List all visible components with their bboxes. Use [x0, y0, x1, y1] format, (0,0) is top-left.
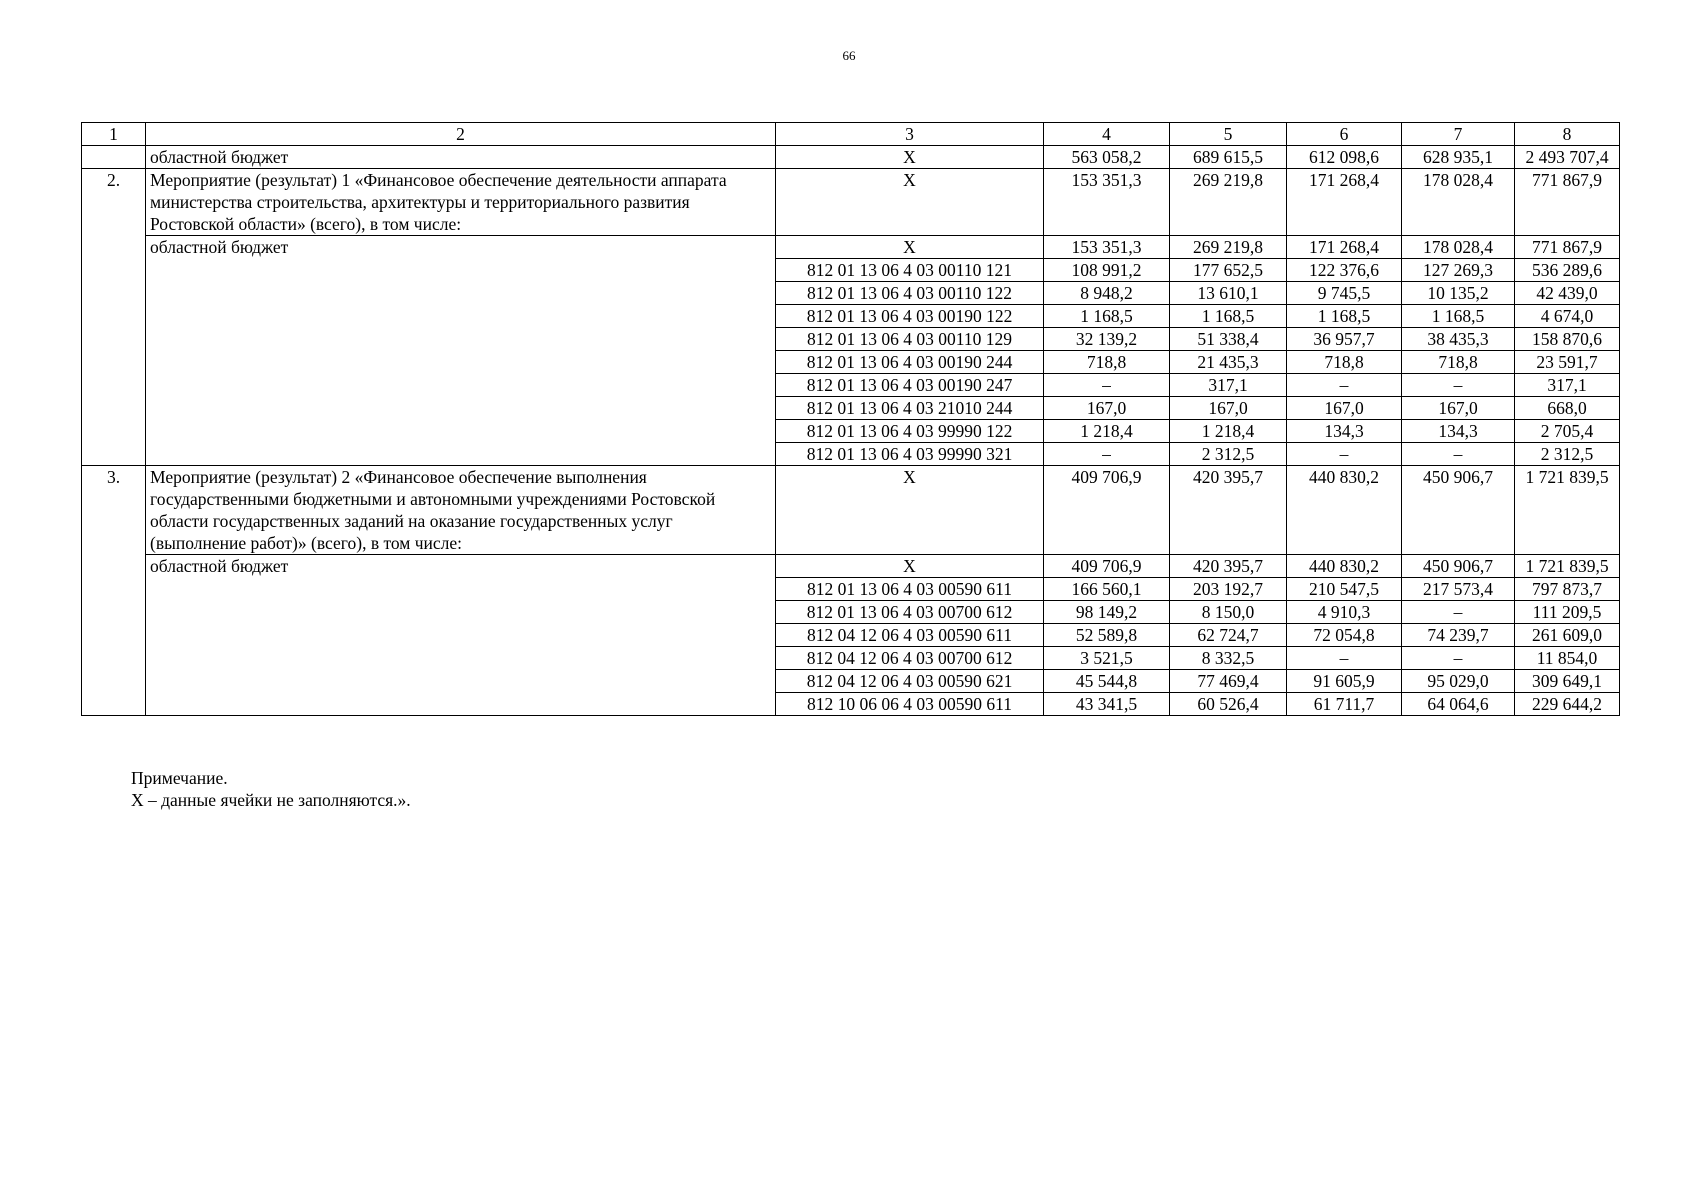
value-cell: 167,0 [1402, 397, 1515, 420]
value-cell: 74 239,7 [1402, 624, 1515, 647]
row-description: Мероприятие (результат) 1 «Финансовое обеспечение деятельности аппарата министерства строительства, архитектуры и территориального развития Ростовской области» (всего), в том числе: [146, 169, 776, 236]
value-cell: 111 209,5 [1515, 601, 1620, 624]
value-cell: 127 269,3 [1402, 259, 1515, 282]
value-cell: 4 674,0 [1515, 305, 1620, 328]
value-cell: 2 705,4 [1515, 420, 1620, 443]
value-cell: 771 867,9 [1515, 169, 1620, 236]
budget-code: Х [776, 555, 1044, 578]
value-cell: 261 609,0 [1515, 624, 1620, 647]
budget-code: 812 01 13 06 4 03 00110 129 [776, 328, 1044, 351]
row-description: областной бюджет [146, 146, 776, 169]
row-description: областной бюджет [146, 555, 776, 716]
value-cell: 1 168,5 [1287, 305, 1402, 328]
note-block [131, 767, 411, 811]
value-cell: 2 312,5 [1515, 443, 1620, 466]
value-cell: 43 341,5 [1044, 693, 1170, 716]
value-cell: 8 332,5 [1170, 647, 1287, 670]
value-cell: 177 652,5 [1170, 259, 1287, 282]
table-row [82, 169, 1620, 236]
value-cell: 108 991,2 [1044, 259, 1170, 282]
header-cell: 4 [1044, 123, 1170, 146]
value-cell: 122 376,6 [1287, 259, 1402, 282]
value-cell: 450 906,7 [1402, 466, 1515, 555]
value-cell: 668,0 [1515, 397, 1620, 420]
value-cell: 95 029,0 [1402, 670, 1515, 693]
value-cell: 171 268,4 [1287, 169, 1402, 236]
value-cell: 563 058,2 [1044, 146, 1170, 169]
value-cell: 210 547,5 [1287, 578, 1402, 601]
value-cell: 420 395,7 [1170, 466, 1287, 555]
budget-code: 812 01 13 06 4 03 99990 122 [776, 420, 1044, 443]
value-cell: 62 724,7 [1170, 624, 1287, 647]
value-cell: 153 351,3 [1044, 169, 1170, 236]
value-cell: 269 219,8 [1170, 169, 1287, 236]
budget-code: 812 01 13 06 4 03 21010 244 [776, 397, 1044, 420]
value-cell: 450 906,7 [1402, 555, 1515, 578]
value-cell: 134,3 [1287, 420, 1402, 443]
value-cell: 11 854,0 [1515, 647, 1620, 670]
value-cell: 77 469,4 [1170, 670, 1287, 693]
value-cell: 309 649,1 [1515, 670, 1620, 693]
note-title: Примечание. [131, 768, 228, 788]
value-cell: 167,0 [1170, 397, 1287, 420]
value-cell: 1 168,5 [1170, 305, 1287, 328]
table-row [82, 236, 1620, 259]
value-cell: 60 526,4 [1170, 693, 1287, 716]
value-cell: 409 706,9 [1044, 555, 1170, 578]
table-header-row [82, 123, 1620, 146]
value-cell: 64 064,6 [1402, 693, 1515, 716]
budget-table [81, 122, 1620, 716]
value-cell: 440 830,2 [1287, 555, 1402, 578]
value-cell: 61 711,7 [1287, 693, 1402, 716]
budget-code: 812 04 12 06 4 03 00700 612 [776, 647, 1044, 670]
table-row [82, 466, 1620, 555]
value-cell: 628 935,1 [1402, 146, 1515, 169]
row-description: Мероприятие (результат) 2 «Финансовое обеспечение выполнения государственными бюджетными и автономными учреждениями Ростовской области государственных заданий на оказание государственных услуг (выполнение работ)» (всего), в том числе: [146, 466, 776, 555]
header-cell: 6 [1287, 123, 1402, 146]
value-cell: 269 219,8 [1170, 236, 1287, 259]
value-cell: 36 957,7 [1287, 328, 1402, 351]
value-cell: – [1402, 647, 1515, 670]
value-cell: – [1402, 374, 1515, 397]
value-cell: 2 312,5 [1170, 443, 1287, 466]
value-cell: 166 560,1 [1044, 578, 1170, 601]
value-cell: 9 745,5 [1287, 282, 1402, 305]
value-cell: – [1402, 601, 1515, 624]
value-cell: 797 873,7 [1515, 578, 1620, 601]
value-cell: 1 218,4 [1044, 420, 1170, 443]
value-cell: 158 870,6 [1515, 328, 1620, 351]
header-cell: 5 [1170, 123, 1287, 146]
value-cell: 718,8 [1402, 351, 1515, 374]
value-cell: 2 493 707,4 [1515, 146, 1620, 169]
table-row [82, 146, 1620, 169]
value-cell: 409 706,9 [1044, 466, 1170, 555]
row-description: областной бюджет [146, 236, 776, 466]
value-cell: 167,0 [1044, 397, 1170, 420]
row-number: 3. [82, 466, 146, 716]
budget-code: Х [776, 169, 1044, 236]
value-cell: 718,8 [1287, 351, 1402, 374]
value-cell: 51 338,4 [1170, 328, 1287, 351]
header-cell: 2 [146, 123, 776, 146]
value-cell: 13 610,1 [1170, 282, 1287, 305]
value-cell: – [1402, 443, 1515, 466]
budget-code: Х [776, 146, 1044, 169]
value-cell: 420 395,7 [1170, 555, 1287, 578]
value-cell: 317,1 [1170, 374, 1287, 397]
value-cell: 42 439,0 [1515, 282, 1620, 305]
budget-code: 812 10 06 06 4 03 00590 611 [776, 693, 1044, 716]
value-cell: 72 054,8 [1287, 624, 1402, 647]
value-cell: 153 351,3 [1044, 236, 1170, 259]
value-cell: – [1287, 374, 1402, 397]
page-number: 66 [842, 48, 856, 63]
table-row [82, 555, 1620, 578]
value-cell: 229 644,2 [1515, 693, 1620, 716]
budget-code: 812 04 12 06 4 03 00590 611 [776, 624, 1044, 647]
value-cell: 10 135,2 [1402, 282, 1515, 305]
budget-code: 812 01 13 06 4 03 00110 121 [776, 259, 1044, 282]
value-cell: 23 591,7 [1515, 351, 1620, 374]
value-cell: 8 150,0 [1170, 601, 1287, 624]
budget-code: 812 01 13 06 4 03 00110 122 [776, 282, 1044, 305]
value-cell: 45 544,8 [1044, 670, 1170, 693]
header-cell: 7 [1402, 123, 1515, 146]
value-cell: 1 721 839,5 [1515, 555, 1620, 578]
value-cell: – [1287, 443, 1402, 466]
budget-code: 812 01 13 06 4 03 00590 611 [776, 578, 1044, 601]
value-cell: 91 605,9 [1287, 670, 1402, 693]
value-cell: 217 573,4 [1402, 578, 1515, 601]
budget-code: 812 04 12 06 4 03 00590 621 [776, 670, 1044, 693]
value-cell: 1 721 839,5 [1515, 466, 1620, 555]
value-cell: 1 218,4 [1170, 420, 1287, 443]
value-cell: 689 615,5 [1170, 146, 1287, 169]
budget-code: 812 01 13 06 4 03 99990 321 [776, 443, 1044, 466]
note-text: Х – данные ячейки не заполняются.». [131, 790, 411, 810]
value-cell: 718,8 [1044, 351, 1170, 374]
value-cell: 167,0 [1287, 397, 1402, 420]
budget-code: Х [776, 466, 1044, 555]
budget-code: 812 01 13 06 4 03 00190 244 [776, 351, 1044, 374]
header-cell: 3 [776, 123, 1044, 146]
value-cell: 1 168,5 [1044, 305, 1170, 328]
value-cell: – [1044, 443, 1170, 466]
value-cell: 32 139,2 [1044, 328, 1170, 351]
value-cell: 8 948,2 [1044, 282, 1170, 305]
budget-code: Х [776, 236, 1044, 259]
budget-code: 812 01 13 06 4 03 00700 612 [776, 601, 1044, 624]
value-cell: 52 589,8 [1044, 624, 1170, 647]
value-cell: 4 910,3 [1287, 601, 1402, 624]
value-cell: 21 435,3 [1170, 351, 1287, 374]
value-cell: 1 168,5 [1402, 305, 1515, 328]
budget-code: 812 01 13 06 4 03 00190 122 [776, 305, 1044, 328]
value-cell: 440 830,2 [1287, 466, 1402, 555]
value-cell: 38 435,3 [1402, 328, 1515, 351]
value-cell: 612 098,6 [1287, 146, 1402, 169]
header-cell: 8 [1515, 123, 1620, 146]
value-cell: 771 867,9 [1515, 236, 1620, 259]
value-cell: 178 028,4 [1402, 236, 1515, 259]
value-cell: 203 192,7 [1170, 578, 1287, 601]
value-cell: 134,3 [1402, 420, 1515, 443]
header-cell: 1 [82, 123, 146, 146]
value-cell: 317,1 [1515, 374, 1620, 397]
budget-code: 812 01 13 06 4 03 00190 247 [776, 374, 1044, 397]
value-cell: – [1044, 374, 1170, 397]
row-number: 2. [82, 169, 146, 466]
row-number [82, 146, 146, 169]
value-cell: 536 289,6 [1515, 259, 1620, 282]
value-cell: 171 268,4 [1287, 236, 1402, 259]
value-cell: 178 028,4 [1402, 169, 1515, 236]
value-cell: – [1287, 647, 1402, 670]
value-cell: 98 149,2 [1044, 601, 1170, 624]
value-cell: 3 521,5 [1044, 647, 1170, 670]
